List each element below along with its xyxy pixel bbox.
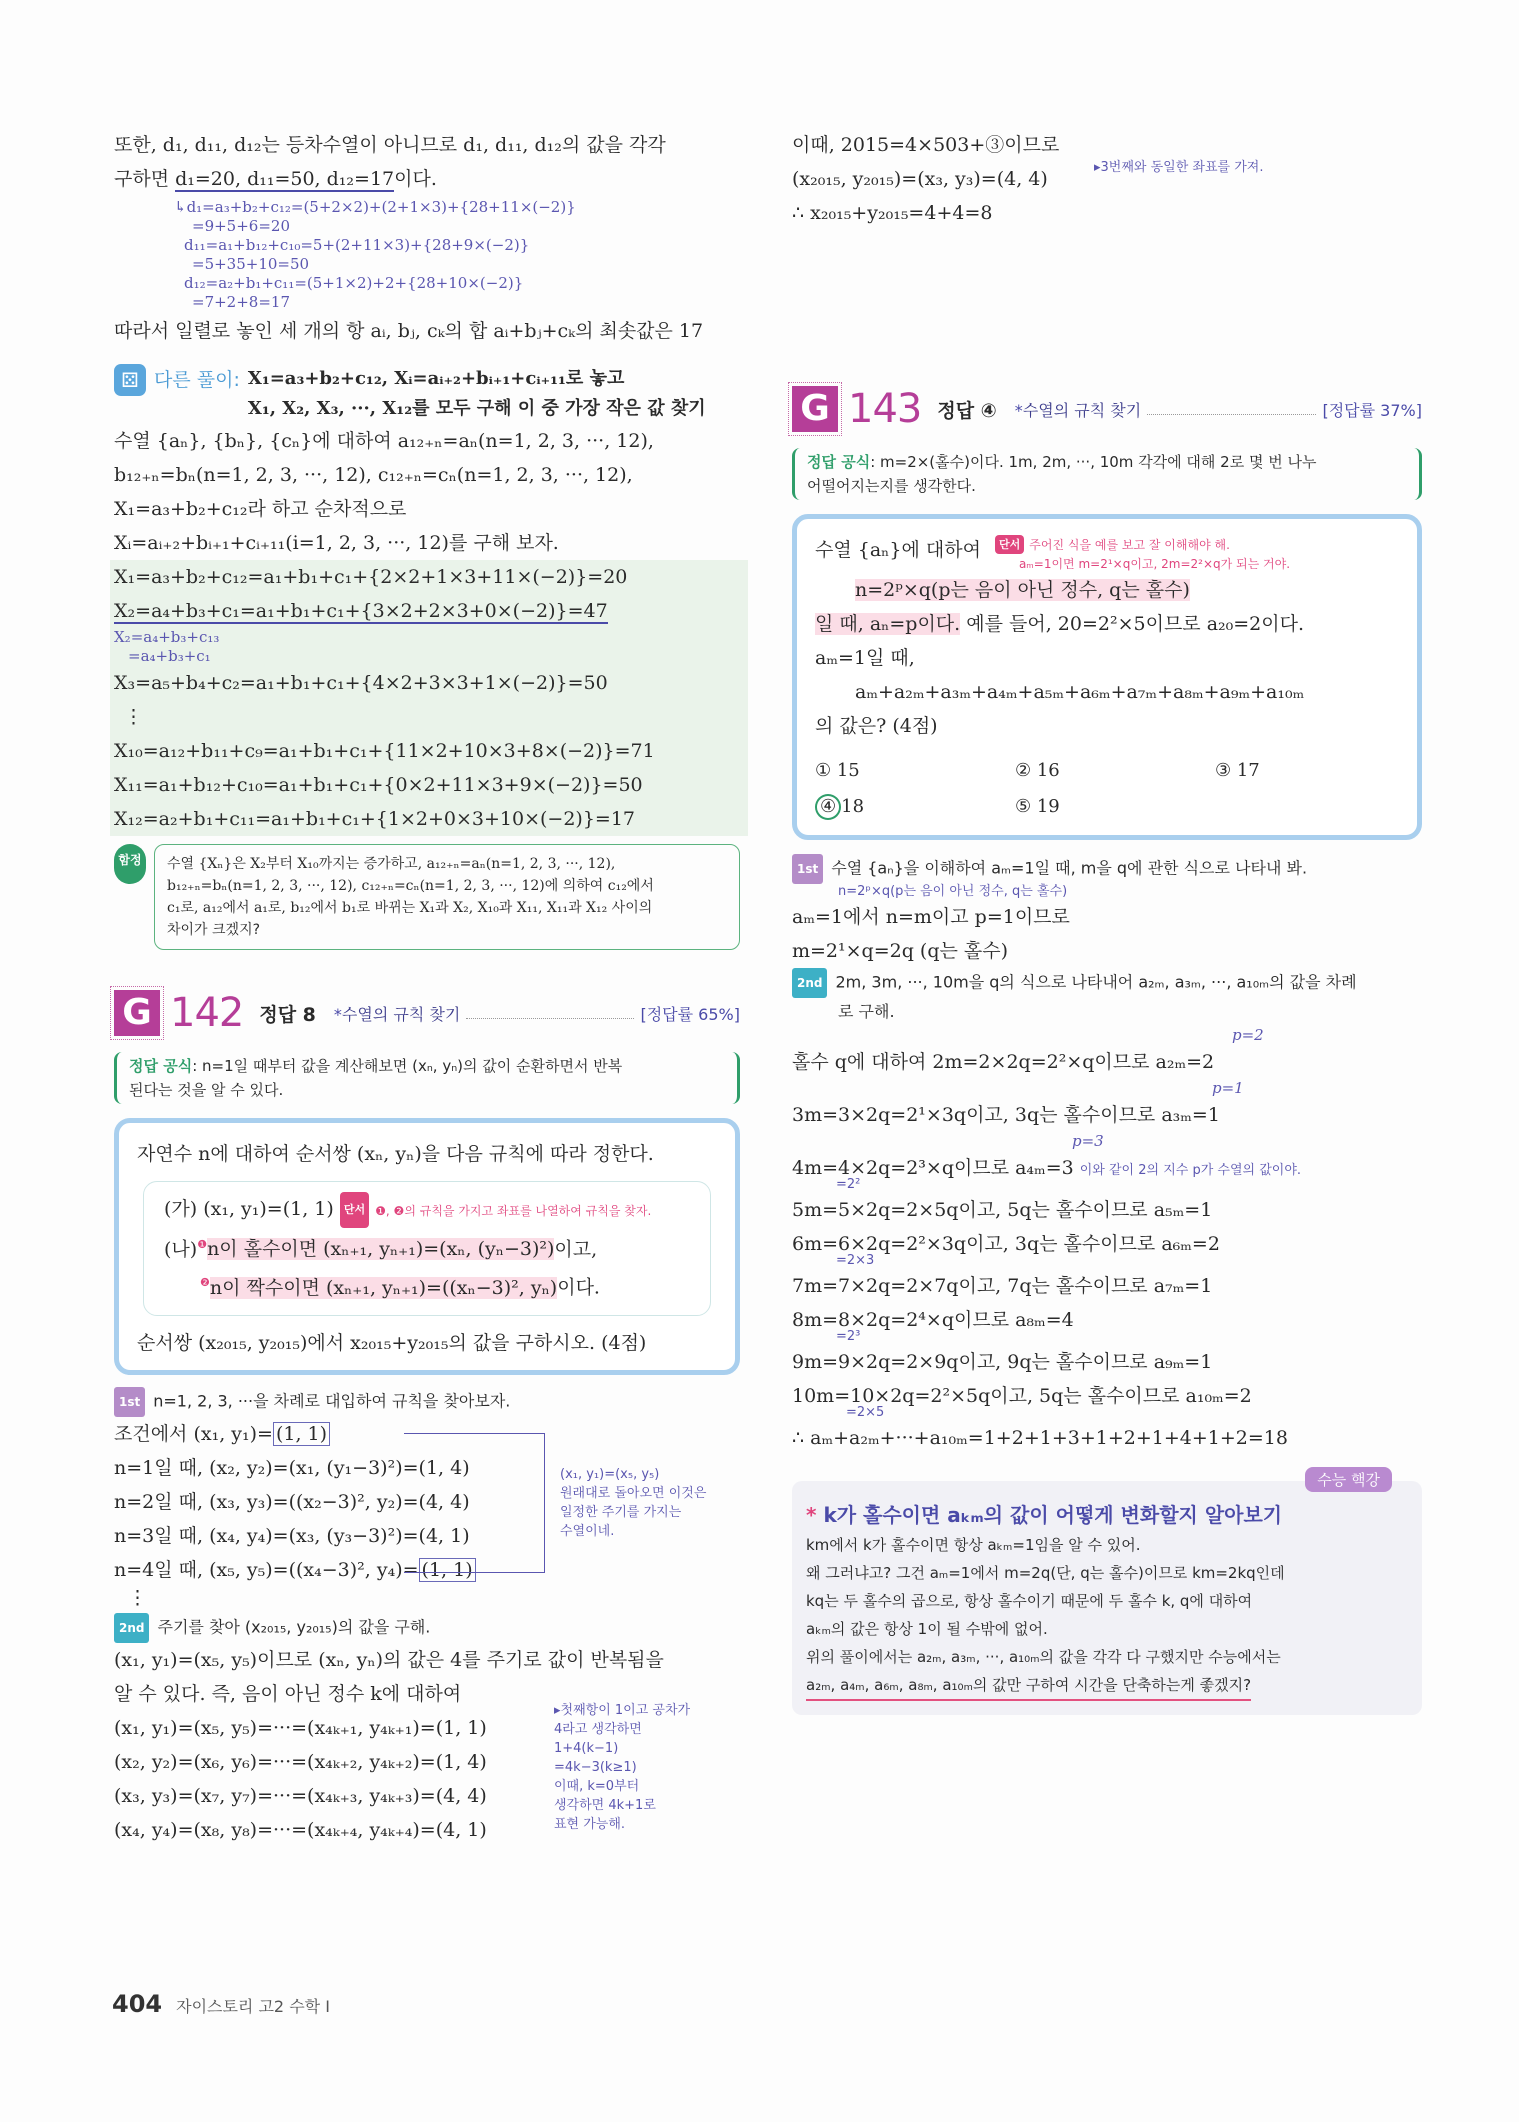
step1-text: n=1, 2, 3, ···을 차례로 대입하여 규칙을 찾아보자. [153, 1391, 511, 1411]
trap-line-1: 수열 {Xₙ}은 X₂부터 X₁₀까지는 증가하고, a₁₂₊ₙ=aₙ(n=1, 2, 3, ···, 12), [167, 856, 616, 872]
derivation-row-6m: 6m=6×2q=2²×3q이고, 3q는 홀수이므로 a₆ₘ=2 [792, 1233, 1220, 1255]
step1-header [114, 1387, 740, 1417]
x11-row: X₁₁=a₁+b₁₂+c₁₀=a₁+b₁+c₁+{0×2+11×3+9×(−2)}=50 [114, 774, 643, 796]
formula-line-1 [807, 450, 1407, 474]
intro-line-2 [114, 162, 740, 196]
tip-line: kq는 두 홀수의 곱으로, 항상 홀수이기 때문에 두 홀수 k, q에 대하여 [806, 1592, 1253, 1610]
step2-header [114, 1613, 740, 1643]
derivation-row-3m: 3m=3×2q=2¹×3q이고, 3q는 홀수이므로 a₃ₘ=1 [792, 1104, 1220, 1126]
left-column [114, 128, 740, 1847]
problem-line-2 [815, 573, 1399, 607]
cont-line-3: ∴ x₂₀₁₅+y₂₀₁₅=4+4=8 [792, 202, 993, 224]
step1-tag: 1st [114, 1387, 145, 1417]
topic-text: 수열의 규칙 찾기 [1022, 400, 1142, 420]
hint-text-2: aₘ=1이면 m=2¹×q이고, 2m=2²×q가 되는 거야. [1018, 557, 1291, 571]
step1-ellipsis: ⋮ [128, 1586, 147, 1609]
connector-bracket [404, 1433, 545, 1573]
example-text: 예를 들어, 20=2²×5이므로 a₂₀=2이다. [960, 613, 1305, 635]
step1-note: n=2ᵖ×q(p는 음이 아닌 정수, q는 홀수) [838, 884, 1068, 899]
condition-b1 [164, 1228, 690, 1266]
x2-note-2: =a₄+b₃+c₁ [128, 647, 211, 665]
step1-row-2: n=2일 때, (x₃, y₃)=((x₂−3)², y₂)=(4, 4) [114, 1490, 470, 1513]
step1-line-2: m=2¹×q=2q (q는 홀수) [792, 940, 1009, 962]
side-note-line: ▸첫째항이 1이고 공차가 [554, 1702, 691, 1718]
formula-line-2: 어떨어지는지를 생각한다. [807, 477, 976, 495]
conditions-box [143, 1181, 711, 1316]
exponent-note: 이와 같이 2의 지수 p가 수열의 값이야. [1079, 1163, 1302, 1178]
condition-b1-text: n이 홀수이면 (xₙ₊₁, yₙ₊₁)=(xₙ, (yₙ−3)²) [207, 1238, 555, 1261]
side-note-line: (x₁, y₁)=(x₅, y₅) [560, 1466, 660, 1482]
p-label: p=3 [1072, 1132, 1104, 1150]
exam-tip-title-text: k가 홀수이면 aₖₘ의 값이 어떻게 변화할지 알아보기 [823, 1503, 1283, 1527]
step2-text: 주기를 찾아 (x₂₀₁₅, y₂₀₁₅)의 값을 구해. [157, 1617, 431, 1637]
topic [334, 1002, 460, 1025]
hint-tag: 단서 [340, 1192, 369, 1228]
step2-line-1: (x₁, y₁)=(x₅, y₅)이므로 (xₙ, yₙ)의 값은 4를 주기로 값이 반복됨을 [114, 1648, 664, 1671]
star-icon: * [1014, 400, 1023, 420]
g-badge: G [114, 990, 160, 1036]
x12-row: X₁₂=a₂+b₁+c₁₁=a₁+b₁+c₁+{1×2+0×3+10×(−2)}=17 [114, 808, 636, 830]
row-text: n=4일 때, (x₅, y₅)=((x₄−3)², y₄)= [114, 1558, 419, 1581]
answer-choices [815, 753, 1399, 825]
formula-text-1: : n=1일 때부터 값을 계산해보면 (xₙ, yₙ)의 값이 순환하면서 반복 [192, 1057, 623, 1075]
book-title: 자이스토리 고2 수학 I [176, 1997, 330, 2016]
step2-tag: 2nd [114, 1613, 149, 1643]
side-note-line: 4라고 생각하면 [554, 1721, 642, 1737]
intro-conclusion: 따라서 일렬로 놓인 세 개의 항 aᵢ, bⱼ, cₖ의 합 aᵢ+bⱼ+cₖ의 최솟값은 17 [114, 320, 704, 342]
alt-line-2: b₁₂₊ₙ=bₙ(n=1, 2, 3, ···, 12), c₁₂₊ₙ=cₙ(n=1, 2, 3, ···, 12), [114, 464, 633, 486]
p-label: p=1 [1212, 1079, 1244, 1097]
below-note: =2×5 [846, 1405, 885, 1420]
condition-a-text: (가) (x₁, y₁)=(1, 1) [164, 1198, 334, 1220]
answer-formula [792, 448, 1422, 500]
side-note-line: 일정한 주기를 가지는 [560, 1504, 682, 1520]
side-note-line: 표현 가능해. [554, 1816, 626, 1832]
side-note-line: 1+4(k−1) [554, 1740, 619, 1756]
x3-row: X₃=a₅+b₄+c₂=a₁+b₁+c₁+{4×2+3×3+1×(−2)}=50 [114, 672, 608, 694]
choice-3[interactable]: ③ 17 [1215, 760, 1260, 781]
q142-header [114, 990, 740, 1036]
step2-tag: 2nd [792, 968, 827, 998]
side-note-line: 이때, k=0부터 [554, 1778, 640, 1794]
x2-expression: X₂=a₄+b₃+c₁=a₁+b₁+c₁+{3×2+2×3+0×(−2)}=47 [114, 600, 608, 622]
period-row-1: (x₁, y₁)=(x₅, y₅)=···=(x₄ₖ₊₁, y₄ₖ₊₁)=(1, 1) [114, 1716, 487, 1739]
star-icon: * [333, 1004, 342, 1024]
step2-line-2: 알 수 있다. 즉, 음이 아닌 정수 k에 대하여 [114, 1682, 462, 1705]
definition-highlight: n=2ᵖ×q(p는 음이 아닌 정수, q는 홀수) [855, 579, 1190, 601]
answer-formula [114, 1052, 740, 1104]
note-d11-result: =5+35+10=50 [192, 255, 310, 273]
derivation-row-5m: 5m=5×2q=2×5q이고, 5q는 홀수이므로 a₅ₘ=1 [792, 1199, 1213, 1221]
step1-row-3: n=3일 때, (x₄, y₄)=(x₃, (y₃−3)²)=(4, 1) [114, 1524, 470, 1547]
g-badge: G [792, 386, 838, 432]
condition-b-prefix: (나) [164, 1238, 198, 1261]
derivation-row-8m: 8m=8×2q=2⁴×q이므로 a₈ₘ=4 [792, 1309, 1074, 1331]
step2-rows [114, 1702, 740, 1847]
tip-line: aₖₘ의 값은 항상 1이 될 수밖에 없어. [806, 1620, 1048, 1638]
marker-1-icon: ❶ [197, 1238, 208, 1251]
d-values-underlined: d₁=20, d₁₁=50, d₁₂=17 [175, 168, 395, 190]
tip-line: 왜 그러냐고? 그건 aₘ=1에서 m=2q(단, q는 홀수)이므로 km=2kq인데 [806, 1564, 1285, 1582]
step1-text: 수열 {aₙ}을 이해하여 aₘ=1일 때, m을 q에 관한 식으로 나타내 봐. [831, 858, 1308, 878]
step2-text-1: 2m, 3m, ···, 10m을 q의 식으로 나타내어 a₂ₘ, a₃ₘ, ···, a₁₀ₘ의 값을 차례 [835, 972, 1357, 992]
dice-icon: ⚄ [114, 364, 146, 396]
formula-label: 정답 공식 [129, 1057, 193, 1075]
intro-suffix: 이다. [394, 168, 437, 190]
q142-continuation [792, 128, 1422, 230]
alt-solution-header [114, 364, 740, 424]
note-d1-result: =9+5+6=20 [192, 217, 290, 235]
problem-intro: 자연수 n에 대하여 순서쌍 (xₙ, yₙ)을 다음 규칙에 따라 정한다. [137, 1143, 654, 1165]
trap-box [154, 844, 740, 950]
condition-a [164, 1192, 690, 1228]
definition-highlight: 일 때, aₙ=p이다. [815, 613, 961, 635]
boxed-value: (1, 1) [419, 1558, 476, 1582]
problem-line-4: aₘ=1일 때, [815, 647, 915, 669]
final-conclusion: ∴ aₘ+a₂ₘ+···+a₁₀ₘ=1+2+1+3+1+2+1+4+1+2=18 [792, 1427, 1288, 1449]
page-footer [112, 1990, 330, 2018]
correct-rate: [정답률 37%] [1322, 400, 1422, 420]
tip-line: a₂ₘ, a₄ₘ, a₆ₘ, a₈ₘ, a₁₀ₘ의 값만 구하여 시간을 단축하는게 좋겠지? [806, 1671, 1251, 1701]
trap-line-3: c₁로, a₁₂에서 a₁로, b₁₂에서 b₁로 바뀌는 X₁과 X₂, X₁₀과 X₁₁, X₁₁과 X₁₂ 사이의 [167, 900, 653, 916]
alt-title-line-2: X₁, X₂, X₃, ···, X₁₂를 모두 구해 이 중 가장 작은 값 찾기 [247, 398, 706, 419]
exam-tip-body [806, 1531, 1408, 1701]
problem-line-6: 의 값은? (4점) [815, 715, 938, 737]
x2-note-1: X₂=a₄+b₃+c₁₃ [114, 628, 220, 646]
boxed-value: (1, 1) [273, 1422, 330, 1446]
problem-text: 수열 {aₙ}에 대하여 [815, 539, 981, 561]
cont-line-1: 이때, 2015=4×503+③이므로 [792, 134, 1060, 156]
choice-4-value: 18 [841, 796, 865, 817]
condition-b2-text: n이 짝수이면 (xₙ₊₁, yₙ₊₁)=((xₙ−3)², yₙ) [209, 1276, 558, 1299]
question-number: 143 [848, 386, 922, 432]
period-row-3: (x₃, y₃)=(x₇, y₇)=···=(x₄ₖ₊₃, y₄ₖ₊₃)=(4, 4) [114, 1784, 487, 1807]
row-text: 4m=4×2q=2³×q이므로 a₄ₘ=3 [792, 1157, 1074, 1179]
problem-box-142 [114, 1118, 740, 1375]
hint-tag: 단서 [995, 535, 1024, 554]
side-note-line: =4k−3(k≥1) [554, 1759, 637, 1775]
side-note-line: 수열이네. [560, 1523, 615, 1539]
problem-line-1 [815, 533, 1399, 573]
problem-question: 순서쌍 (x₂₀₁₅, y₂₀₁₅)에서 x₂₀₁₅+y₂₀₁₅의 값을 구하시오. (4점) [137, 1331, 647, 1354]
condition-b2 [164, 1266, 690, 1304]
exam-tip-box [792, 1471, 1422, 1715]
trap-note [114, 844, 740, 950]
marker-2-icon: ❷ [200, 1276, 210, 1290]
alt-solution-label: 다른 풀이: [154, 369, 240, 391]
index-side-note [554, 1701, 690, 1834]
dotted-leader [1147, 404, 1316, 415]
formula-text-1: : m=2×(홀수)이다. 1m, 2m, ···, 10m 각각에 대해 2로 몇 번 나누 [870, 453, 1317, 471]
question-number: 142 [170, 990, 244, 1036]
right-column [792, 128, 1422, 1715]
answer-label: 정답 8 [259, 1003, 316, 1026]
below-note: =2×3 [836, 1253, 875, 1268]
alt-line-1: 수열 {aₙ}, {bₙ}, {cₙ}에 대하여 a₁₂₊ₙ=aₙ(n=1, 2, 3, ···, 12), [114, 430, 654, 452]
side-note-line: 생각하면 4k+1로 [554, 1797, 656, 1813]
formula-label: 정답 공식 [807, 453, 871, 471]
step1-line-1: aₘ=1에서 n=m이고 p=1이므로 [792, 906, 1070, 928]
cont-line-2: (x₂₀₁₅, y₂₀₁₅)=(x₃, y₃)=(4, 4) [792, 168, 1048, 190]
correct-rate: [정답률 65%] [640, 1004, 740, 1024]
exam-tip-title [806, 1499, 1408, 1531]
alt-solution-title [248, 364, 706, 424]
step1-header [792, 854, 1422, 884]
q143-header [792, 386, 1422, 432]
below-note: =2² [836, 1177, 861, 1192]
formula-line-1 [129, 1054, 725, 1078]
x-values-block [110, 560, 748, 836]
topic [1015, 398, 1141, 421]
trap-pin-icon: 함정 [114, 844, 146, 884]
choice-2[interactable]: ② 16 [1015, 760, 1060, 781]
derivation-row-10m: 10m=10×2q=2²×5q이고, 5q는 홀수이므로 a₁₀ₘ=2 [792, 1385, 1252, 1407]
cont-note: ▸3번째와 동일한 좌표를 가져. [1094, 160, 1264, 175]
intro-line-1: 또한, d₁, d₁₁, d₁₂는 등차수열이 아니므로 d₁, d₁₁, d₁₂의 값을 각각 [114, 134, 666, 156]
note-d1: ↳d₁=a₃+b₂+c₁₂=(5+2×2)+(2+1×3)+{28+11×(−2)} [174, 198, 576, 216]
step1-rows [114, 1417, 740, 1609]
condition-b1-suffix: 이고, [554, 1238, 598, 1261]
step2-text-2: 로 구해. [838, 1002, 895, 1021]
hint [995, 533, 1290, 573]
hint-text: ❶, ❷의 규칙을 가지고 좌표를 나열하여 규칙을 찾자. [375, 1204, 652, 1218]
tip-line: km에서 k가 홀수이면 항상 aₖₘ=1임을 알 수 있어. [806, 1536, 1141, 1554]
page-number: 404 [112, 1990, 163, 2018]
alt-title-line-1: X₁=a₃+b₂+c₁₂, Xᵢ=aᵢ₊₂+bᵢ₊₁+cᵢ₊₁₁로 놓고 [247, 368, 625, 389]
choice-4-selected[interactable] [815, 789, 1015, 825]
p-label: p=2 [1232, 1026, 1264, 1044]
x2-row [114, 594, 748, 628]
derivation-row-7m: 7m=7×2q=2×7q이고, 7q는 홀수이므로 a₇ₘ=1 [792, 1275, 1213, 1297]
intro-prefix: 구하면 [114, 168, 176, 190]
tip-line: 위의 풀이에서는 a₂ₘ, a₃ₘ, ···, a₁₀ₘ의 값을 각각 다 구했지만 수능에서는 [806, 1648, 1281, 1666]
note-d12-result: =7+2+8=17 [192, 293, 290, 311]
choice-5[interactable]: ⑤ 19 [1015, 796, 1060, 817]
hint-text-1: 주어진 식을 예를 보고 잘 이해해야 해. [1029, 538, 1230, 552]
problem-line-5: aₘ+a₂ₘ+a₃ₘ+a₄ₘ+a₅ₘ+a₆ₘ+a₇ₘ+a₈ₘ+a₉ₘ+a₁₀ₘ [855, 681, 1305, 703]
step1-tag: 1st [792, 854, 823, 884]
trap-line-2: b₁₂₊ₙ=bₙ(n=1, 2, 3, ···, 12), c₁₂₊ₙ=cₙ(n=1, 2, 3, ···, 12)에 의하여 c₁₂에서 [167, 878, 654, 894]
star-icon: * [806, 1503, 817, 1527]
note-d11: d₁₁=a₁+b₁₂+c₁₀=5+(2+11×3)+{28+9×(−2)} [184, 236, 530, 254]
exam-tip-badge: 수능 핵강 [1305, 1467, 1392, 1492]
step1-row-1: n=1일 때, (x₂, y₂)=(x₁, (y₁−3)²)=(1, 4) [114, 1456, 470, 1479]
topic-text: 수열의 규칙 찾기 [341, 1004, 461, 1024]
derivation-rows [792, 1026, 1422, 1455]
problem-box-143 [792, 514, 1422, 840]
problem-line-3 [815, 607, 1399, 641]
derivation-row-2m: 홀수 q에 대하여 2m=2×2q=2²×q이므로 a₂ₘ=2 [792, 1051, 1215, 1073]
formula-line-2: 된다는 것을 알 수 있다. [129, 1081, 284, 1099]
below-note: =2³ [836, 1329, 861, 1344]
x1-row: X₁=a₃+b₂+c₁₂=a₁+b₁+c₁+{2×2+1×3+11×(−2)}=20 [114, 566, 628, 588]
note-d12: d₁₂=a₂+b₁+c₁₁=(5+1×2)+2+{28+10×(−2)} [184, 274, 524, 292]
side-note-line: 원래대로 돌아오면 이것은 [560, 1485, 707, 1501]
step2-header [792, 968, 1422, 998]
selected-circle-icon: ④ [815, 794, 841, 820]
d-calculation-notes [114, 198, 740, 312]
dotted-leader [466, 1008, 634, 1019]
alt-line-3: X₁=a₃+b₂+c₁₂라 하고 순차적으로 [114, 498, 407, 520]
period-side-note [560, 1465, 706, 1541]
vertical-ellipsis: ⋮ [124, 706, 143, 728]
alt-line-4: Xᵢ=aᵢ₊₂+bᵢ₊₁+cᵢ₊₁₁(i=1, 2, 3, ···, 12)를 구해 보자. [114, 532, 559, 554]
period-row-4: (x₄, y₄)=(x₈, y₈)=···=(x₄ₖ₊₄, y₄ₖ₊₄)=(4, 1) [114, 1818, 487, 1841]
choice-1[interactable]: ① 15 [815, 760, 860, 781]
answer-label: 정답 ④ [937, 399, 997, 422]
condition-b2-suffix: 이다. [557, 1276, 600, 1299]
x10-row: X₁₀=a₁₂+b₁₁+c₉=a₁+b₁+c₁+{11×2+10×3+8×(−2)}=71 [114, 740, 655, 762]
period-row-2: (x₂, y₂)=(x₆, y₆)=···=(x₄ₖ₊₂, y₄ₖ₊₂)=(1, 4) [114, 1750, 487, 1773]
trap-line-4: 차이가 크겠지? [167, 922, 261, 938]
row-text: 조건에서 (x₁, y₁)= [114, 1422, 273, 1445]
derivation-row-9m: 9m=9×2q=2×9q이고, 9q는 홀수이므로 a₉ₘ=1 [792, 1351, 1213, 1373]
